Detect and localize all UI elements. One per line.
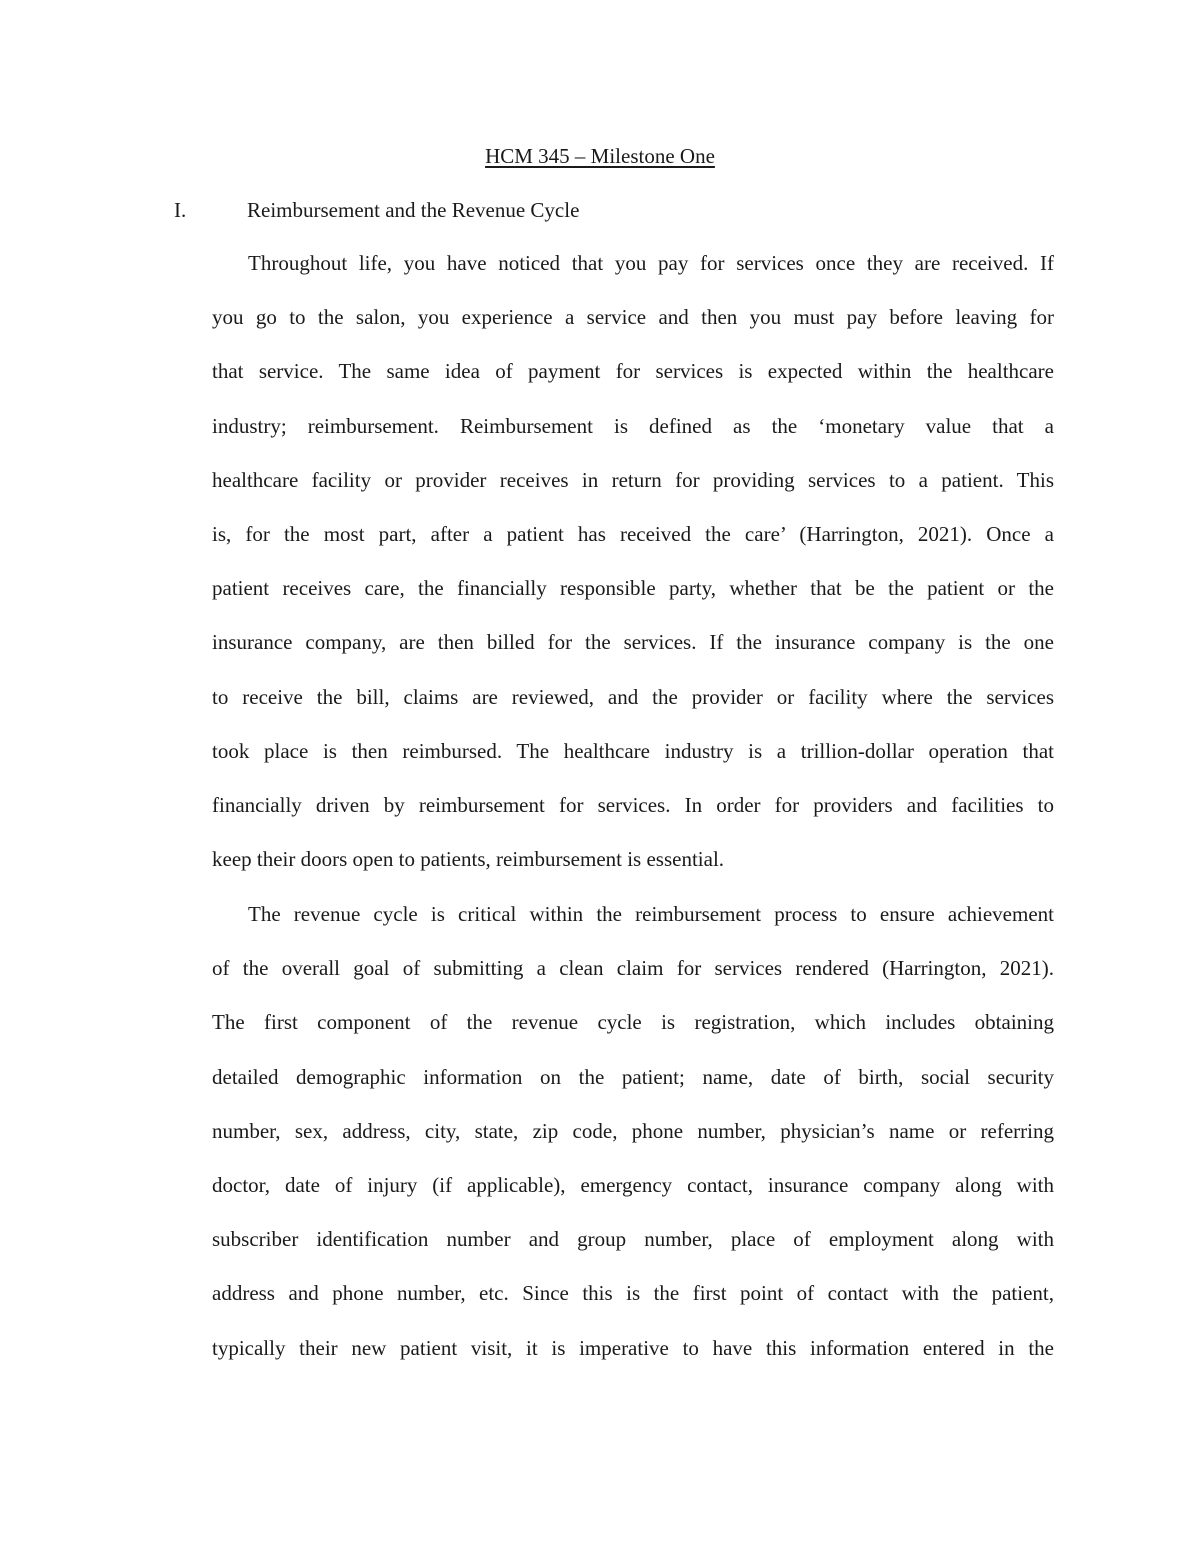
section-heading-text: Reimbursement and the Revenue Cycle <box>247 198 580 222</box>
text-line: financially driven by reimbursement for services. In order for providers and facilities to <box>212 793 1054 818</box>
text-line: The revenue cycle is critical within the reimbursement process to ensure achievement <box>248 902 1054 926</box>
text-line: you go to the salon, you experience a service and then you must pay before leaving for <box>212 305 1054 330</box>
text-line: keep their doors open to patients, reimbursement is essential. <box>212 847 725 872</box>
text-line: doctor, date of injury (if applicable), emergency contact, insurance company along with <box>212 1173 1054 1198</box>
text-line: industry; reimbursement. Reimbursement is defined as the ‘monetary value that a <box>212 413 1054 438</box>
text-line: of the overall goal of submitting a clean claim for services rendered (Harrington, 2021). <box>212 956 1054 981</box>
text-line: detailed demographic information on the patient; name, date of birth, social security <box>212 1064 1054 1089</box>
text-line: took place is then reimbursed. The healthcare industry is a trillion-dollar operation that <box>212 738 1054 763</box>
paragraph-reimbursement <box>212 236 1054 886</box>
section-heading <box>174 196 579 224</box>
section-number: I. <box>174 198 187 222</box>
document-title: HCM 345 – Milestone One <box>485 144 715 168</box>
text-line: Throughout life, you have noticed that you pay for services once they are received. If <box>248 251 1054 275</box>
text-line: number, sex, address, city, state, zip code, phone number, physician’s name or referring <box>212 1118 1054 1143</box>
text-line: patient receives care, the financially responsible party, whether that be the patient or the <box>212 576 1054 601</box>
text-line: address and phone number, etc. Since this is the first point of contact with the patient, <box>212 1281 1054 1306</box>
text-line: healthcare facility or provider receives in return for providing services to a patient. This <box>212 467 1054 492</box>
text-line: that service. The same idea of payment for services is expected within the healthcare <box>212 359 1054 384</box>
text-line: is, for the most part, after a patient has received the care’ (Harrington, 2021). Once a <box>212 522 1054 547</box>
paragraph-revenue-cycle <box>212 887 1054 1375</box>
text-line: typically their new patient visit, it is imperative to have this information entered in the <box>212 1335 1054 1360</box>
text-line: The first component of the revenue cycle is registration, which includes obtaining <box>212 1010 1054 1035</box>
text-line: to receive the bill, claims are reviewed, and the provider or facility where the services <box>212 684 1054 709</box>
text-line: subscriber identification number and group number, place of employment along with <box>212 1227 1054 1252</box>
text-line: insurance company, are then billed for the services. If the insurance company is the one <box>212 630 1054 655</box>
